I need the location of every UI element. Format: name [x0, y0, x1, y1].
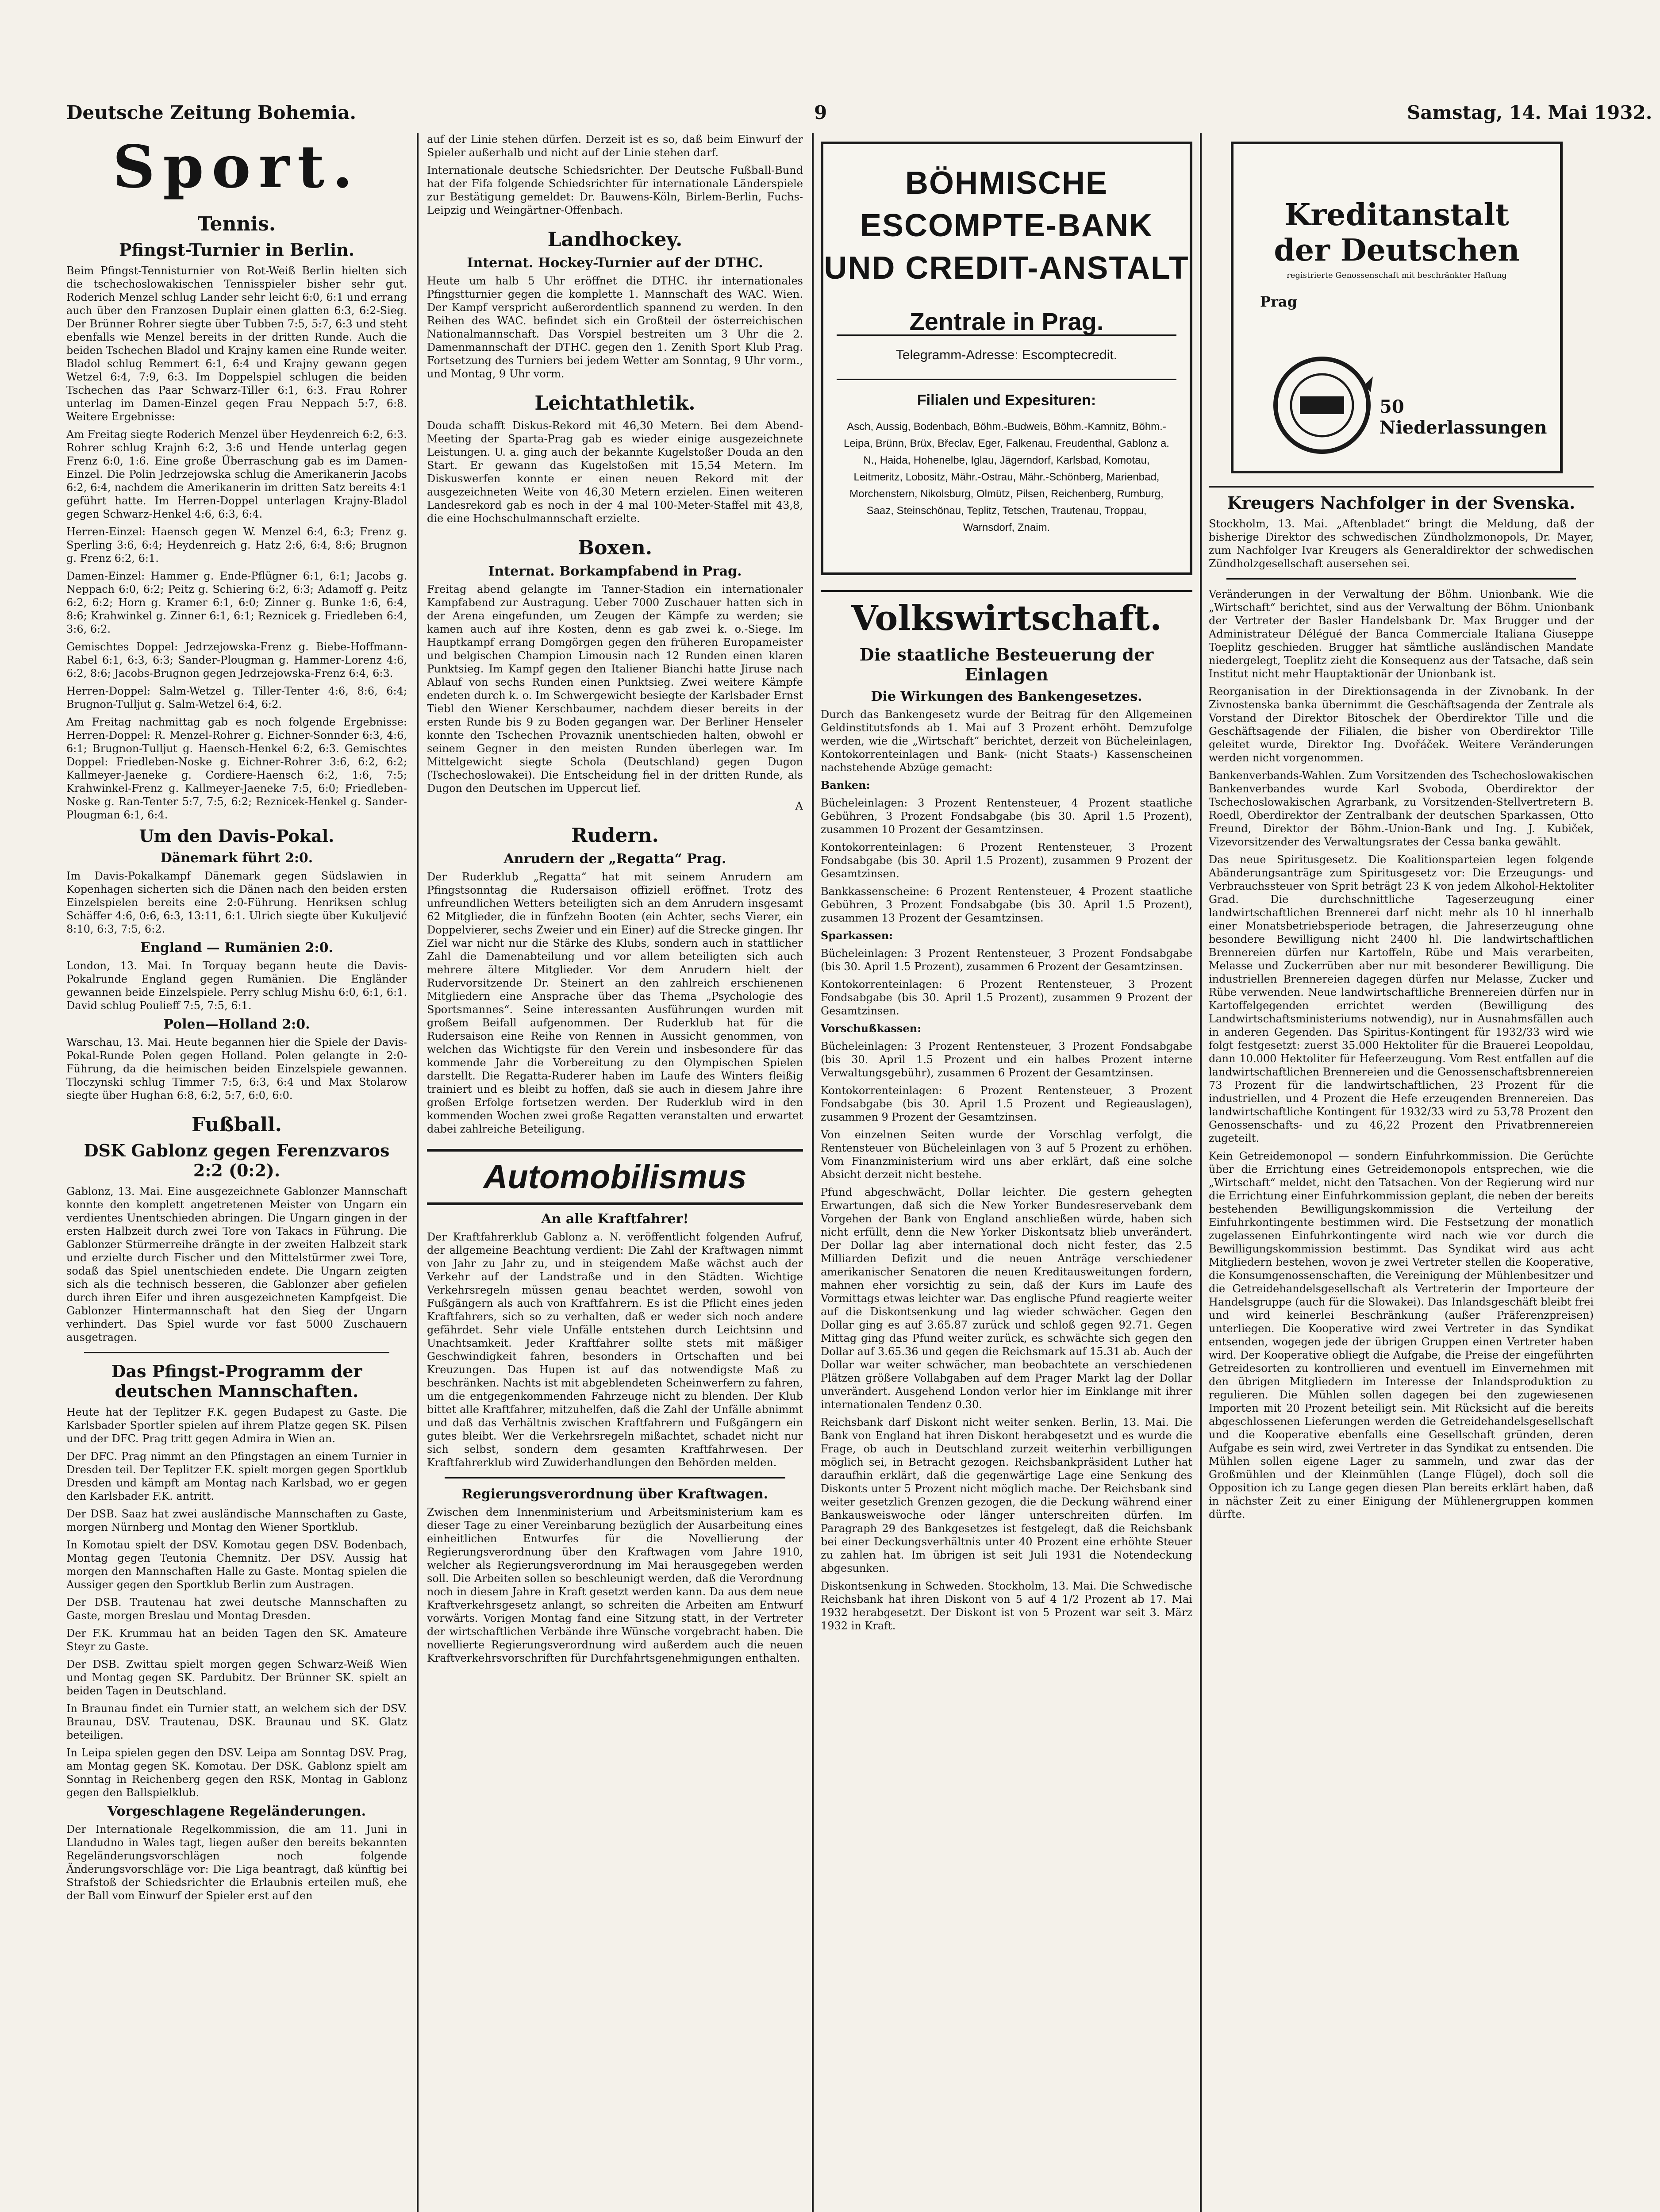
masthead-date: Samstag, 14. Mai 1932.: [1407, 102, 1652, 123]
article-paragraph: Kontokorrenteinlagen: 6 Prozent Rentensteuer, 3 Prozent Fondsabgabe (bis 30. April 1.5 Prozent und Regieauslagen), zusammen 9 Prozent der Gesamtzinsen.: [821, 1084, 1192, 1123]
article-paragraph: Reorganisation in der Direktionsagenda in der Zivnobank. In der Zivnostenska banka übernimmt die Geschäftsagenda der Zentrale als Vorstand der Direktor Bitoschek der Oberdirektor Tille und die Geschäftsagende der Filialen, die bisher von Oberdirektor Tille geleitet wurde, Direktor Ing. Dvořáček. Weitere Veränderungen werden nicht vorgenommen.: [1209, 685, 1594, 764]
kb-tagline: registrierte Genossenschaft mit beschränkter Haftung: [1287, 271, 1507, 280]
davis-heading: Um den Davis-Pokal.: [139, 826, 334, 846]
article-paragraph: Bücheleinlagen: 3 Prozent Rentensteuer, 3 Prozent Fondsabgabe (bis 30. April 1.5 Prozent und ein halbes Prozent interne Verwaltungsgebühr), zusammen 6 Prozent der Gesamtzinsen.: [821, 1040, 1192, 1079]
article-paragraph: Douda schafft Diskus-Rekord mit 46,30 Metern. Bei dem Abend-Meeting der Sparta-Prag gab es wieder einige ausgezeichnete Leistungen. U. a. ging auch der bekannte Kugelstoßer Douda an den Start. Er gewann das Kugelstoßen mit 15,54 Metern. Im Diskuswerfen konnte er einen neuen Rekord mit der ausgezeichneten Weite von 46,30 Metern erzielen. Einen weiteren Landesrekord gab es noch in der 4 mal 100-Meter-Staffel mit 43,8, die eine Hochschulmannschaft erzielte.: [427, 419, 803, 525]
boxen-heading: Boxen.: [577, 537, 653, 559]
divider: [445, 1477, 785, 1479]
article-paragraph: Diskontsenkung in Schweden. Stockholm, 13. Mai. Die Schwedische Reichsbank hat ihren Diskont von 5 auf 4 1/2 Prozent ab 17. Mai 1932 herabgesetzt. Der Diskont ist von 5 Prozent war seit 3. März 1932 in Kraft.: [821, 1580, 1192, 1632]
fussball-heading: Fußball.: [192, 1114, 282, 1136]
kb-title-line: der Deutschen: [1274, 233, 1520, 268]
column-wirtschaft-news: [1209, 133, 1594, 2212]
article-paragraph: Bücheleinlagen: 3 Prozent Rentensteuer, 3 Prozent Fondsabgabe (bis 30. April 1.5 Prozent), zusammen 6 Prozent der Gesamtzinsen.: [821, 947, 1192, 973]
article-paragraph: Der Ruderklub „Regatta“ hat mit seinem Anrudern am Pfingstsonntag die Rudersaison offiziell eröffnet. Trotz des unfreundlichen Wetters beteiligten sich an dem Anrudern insgesamt 62 Mitglieder, die in fünfzehn Booten (ein Achter, sechs Vierer, ein Doppelvierer, sechs Zweier und ein Einer) auf die Strecke gingen. Ihr Ziel war nicht nur die Stärke des Klubs, sondern auch in stattlicher Zahl die Damenabteilung und vor allem beteiligten sich auch mehrere ältere Mitglieder. Vor dem Anrudern hielt der Rudervorsitzende Dr. Steinert an den zahlreich erschienenen Mitgliedern eine Ansprache über das Thema „Psychologie des Sportsmannes“. Seine interessanten Ausführungen wurden mit großem Beifall aufgenommen. Der Ruderklub hat für die Rudersaison eine Reihe von Rennen in Aussicht genommen, von welchen das Wichtigste für den Verein und insbesondere für das kommende Jahr die Vorbereitung zu den Olympischen Spielen darstellt. Die Regatta-Ruderer haben im Laufe des Winters fleißig trainiert und es bleibt zu hoffen, daß sie auch in diesem Jahre ihre großen Erfolge fortsetzen werden. Der Ruderklub wird in den kommenden Wochen zwei große Regatten veranstalten und erwartet dabei zahlreiche Beteiligung.: [427, 871, 803, 1135]
article-paragraph: Durch das Bankengesetz wurde der Beitrag für den Allgemeinen Geldinstitutsfonds ab 1. Mai auf 3 Prozent erhöht. Demzufolge werden, wie die „Wirtschaft“ berichtet, derzeit von Bücheleinlagen, Kontokorrenteinlagen und Bank- (nicht Staats-) Kassenscheinen nachstehende Abzüge gemacht:: [821, 708, 1192, 774]
boxen-subheading: Internat. Borkampfabend in Prag.: [488, 564, 742, 579]
kb-ad-wrap: [1209, 133, 1594, 482]
article-paragraph: Reichsbank darf Diskont nicht weiter senken. Berlin, 13. Mai. Die Bank von England hat ihren Diskont herabgesetzt und es wurde die Frage, ob auch in Deutschland zurzeit weiterhin verbilligungen möglich sei, in Betracht gezogen. Reichsbankpräsident Luther hat daraufhin erklärt, daß die gegenwärtige Lage eine Senkung des Diskonts unter 5 Prozent nicht möglich mache. Der Reichsbank sind weiter gesetzlich Grenzen gezogen, die die Deckung während einer Bankausweiswoche oder länger unterschreiten dürfen. Im Paragraph 29 des Bankgesetzes ist festgelegt, daß die Reichsbank bei einer Deckungsverhältnis unter 40 Prozent eine erhöhte Steuer zu zahlen hat. Im übrigen ist seit Juli 1931 die Notendeckung abgesunken.: [821, 1416, 1192, 1575]
bank-ad-wrap: [821, 133, 1192, 580]
bank-advertisement: [821, 142, 1192, 575]
article-paragraph: Kontokorrenteinlagen: 6 Prozent Rentensteuer, 3 Prozent Fondsabgabe (bis 30. April 1.5 Prozent), zusammen 9 Prozent der Gesamtzinsen.: [821, 841, 1192, 880]
article-paragraph: Heute hat der Teplitzer F.K. gegen Budapest zu Gaste. Die Karlsbader Sportler spielen auf ihrem Platze gegen SK. Pilsen und der DFC. Prag tritt gegen Admira in Wien an.: [66, 1406, 407, 1445]
column-rule: [417, 133, 419, 2212]
article-paragraph: Stockholm, 13. Mai. „Aftenbladet“ bringt die Meldung, daß der bisherige Direktor des schwedischen Zündholzmonopols, Dr. Mayer, zum Nachfolger Ivar Kreugers als Generaldirektor der schwedischen Zündholzgesellschaft ausersehen sei.: [1209, 518, 1594, 570]
ad-title-line: BÖHMISCHE ESCOMPTE-BANK: [860, 165, 1153, 243]
ad-telegram: Telegramm-Adresse: Escomptecredit.: [895, 348, 1118, 362]
ad-center: Zentrale in Prag.: [909, 307, 1104, 335]
article-paragraph: auf der Linie stehen dürfen. Derzeit ist es so, daß beim Einwurf der Spieler außerhalb und nicht auf der Linie stehen darf.: [427, 133, 803, 159]
article-paragraph: Der DFC. Prag nimmt an den Pfingstagen an einem Turnier in Dresden teil. Der Teplitzer F.K. spielt morgen gegen Sportklub Dresden und kämpft am Montag nach Karlsbad, wo er gegen den Karlsbader F.K. antritt.: [66, 1450, 407, 1502]
article-paragraph: Bücheleinlagen: 3 Prozent Rentensteuer, 4 Prozent staatliche Gebühren, 3 Prozent Fondsabgabe (bis 30. April 1.5 Prozent), zusammen 10 Prozent der Gesamtzinsen.: [821, 797, 1192, 836]
category-label: Banken:: [821, 779, 870, 791]
article-paragraph: Bankkassenscheine: 6 Prozent Rentensteuer, 4 Prozent staatliche Gebühren, 3 Prozent Fondsabgabe (bis 30. April 1.5 Prozent), zusammen 13 Prozent der Gesamtzinsen.: [821, 885, 1192, 924]
column-volkswirtschaft: [821, 133, 1192, 2212]
einlagen-subsubheading: Die Wirkungen des Bankengesetzes.: [871, 689, 1142, 704]
article-paragraph: Veränderungen in der Verwaltung der Böhm. Unionbank. Wie die „Wirtschaft“ berichtet, sind aus der Verwaltung der Böhm. Unionbank der Vertreter der Basler Handelsbank Dr. Max Brugger und der Administrateur Délégué der Banca Commerciale Italiana Giuseppe Toeplitz geschieden. Brugger hat sämtliche ausländischen Mandate niedergelegt, Toeplitz zieht die Konsequenz aus der Tatsache, daß sein Institut nicht mehr Hauptaktionär der Unionbank ist.: [1209, 588, 1594, 680]
article-paragraph: Heute um halb 5 Uhr eröffnet die DTHC. ihr internationales Pfingstturnier gegen die komplette 1. Mannschaft des WAC. Wien. Der Kampf verspricht außerordentlich spannend zu werden. In den Reihen des WAC. befindet sich ein Großteil der österreichischen Nationalmannschaft. Das Vorspiel bestreiten um 3 Uhr die 2. Damenmannschaft der DTHC. gegen den 1. Zenith Sport Klub Prag. Fortsetzung des Turniers bei jedem Wetter am Sonntag, 9 Uhr vorm., und Montag, 9 Uhr vorm.: [427, 275, 803, 380]
article-paragraph: Der DSB. Saaz hat zwei ausländische Mannschaften zu Gaste, morgen Nürnberg und Montag den Wiener Sportklub.: [66, 1508, 407, 1533]
davis-subheading: England — Rumänien 2:0.: [140, 940, 333, 956]
einlagen-subheading: Die staatliche Besteuerung der Einlagen: [859, 645, 1154, 684]
kraftfahrer-subheading: An alle Kraftfahrer!: [541, 1211, 689, 1227]
divider: [837, 334, 1176, 336]
article-paragraph: Von einzelnen Seiten wurde der Vorschlag verfolgt, die Rentensteuer von Bücheleinlagen von 3 auf 5 Prozent zu erhöhen. Vom Finanzministerium wird uns aber erklärt, daß eine solche Absicht derzeit nicht bestehe.: [821, 1129, 1192, 1181]
article-paragraph: Gablonz, 13. Mai. Eine ausgezeichnete Gablonzer Mannschaft konnte den komplett angetretenen Meister von Ungarn ein verdientes Unentschieden abringen. Die Ungarn gingen in der ersten Halbzeit durch zwei Tore von Takacs in Führung. Die Gablonzer Stürmerreihe drängte in der zweiten Halbzeit stark und erzielte durch Fischer und den Mittelstürmer zwei Tore, sodaß das Spiel unentschieden endete. Die Ungarn zeigten sich als die technisch besseren, die Gablonzer aber gefielen durch ihren Eifer und ihren ausgezeichneten Kampfgeist. Die Gablonzer Hintermannschaft hat den Sieg der Ungarn verhindert. Das Spiel wurde vor fast 5000 Zuschauern ausgetragen.: [66, 1185, 407, 1344]
rudern-heading: Rudern.: [571, 824, 659, 847]
landhockey-heading: Landhockey.: [547, 228, 683, 251]
article-paragraph: Damen-Einzel: Hammer g. Ende-Pflügner 6:1, 6:1; Jacobs g. Neppach 6:0, 6:2; Peitz g. Schiering 6:2, 6:3; Adamoff g. Peitz 6:2, 6:2; Horn g. Kramer 6:1, 6:0; Zinner g. Bunke 1:6, 6:4, 8:6; Krahwinkel g. Zinner 6:1, 6:1; Reznicek g. Friedleben 6:4, 3:6, 6:2.: [66, 570, 407, 635]
article-paragraph: Der DSB. Trautenau hat zwei deutsche Mannschaften zu Gaste, morgen Breslau und Montag Dresden.: [66, 1596, 407, 1622]
ad-filialen-list: Asch, Aussig, Bodenbach, Böhm.-Budweis, Böhm.-Kamnitz, Böhm.-Leipa, Brünn, Brüx, Břeclav, Eger, Falkenau, Freudenthal, Gablonz a. N., Haida, Hohenelbe, Iglau, Jägerndorf, Karlsbad, Komotau, Leitmeritz, Lobositz, Mähr.-Ostrau, Mähr.-Schönberg, Marienbad, Morchenstern, Nikolsburg, Olmütz, Pilsen, Reichenberg, Rumburg, Saaz, Steinschönau, Teplitz, Tetschen, Trautenau, Troppau, Warnsdorf, Znaim.: [844, 421, 1169, 534]
article-paragraph: Herren-Einzel: Haensch gegen W. Menzel 6:4, 6:3; Frenz g. Sperling 3:6, 6:4; Heydenreich g. Hatz 2:6, 6:4, 8:6; Brugnon g. Frenz 6:2, 6:1.: [66, 526, 407, 565]
landhockey-subheading: Internat. Hockey-Turnier auf der DTHC.: [467, 255, 763, 271]
article-paragraph: Am Freitag nachmittag gab es noch folgende Ergebnisse: Herren-Doppel: R. Menzel-Rohrer g. Eichner-Sonnder 6:3, 4:6, 6:1; Brugnon-Tulljut g. Haensch-Henkel 6:2, 6:3. Gemischtes Doppel: Friedleben-Noske g. Eichner-Rohrer 3:6, 6:2, 6:2; Kallmeyer-Jaeneke g. Cordiere-Haensch 6:2, 1:6, 7:5; Krahwinkel-Frenz g. Kallmeyer-Jaeneke 7:5, 6:0; Friedleben-Noske g. Ran-Tenter 5:7, 7:5, 6:2; Reznicek-Henkel g. Sander-Plougman 6:1, 6:4.: [66, 716, 407, 821]
article-paragraph: London, 13. Mai. In Torquay begann heute die Davis-Pokalrunde England gegen Rumänien. Die Engländer gewannen beide Einzelspiele. Perry schlug Mishu 6:0, 6:1, 6:1. David schlug Poulieff 7:5, 7:5, 6:1.: [66, 960, 407, 1012]
kreuger-subheading: Kreugers Nachfolger in der Svenska.: [1209, 486, 1594, 513]
kb-place: Prag: [1260, 293, 1298, 310]
column-rule: [1200, 133, 1202, 2212]
regierung-subheading: Regierungsverordnung über Kraftwagen.: [461, 1486, 769, 1502]
article-paragraph: Der DSB. Zwittau spielt morgen gegen Schwarz-Weiß Wien und Montag gegen SK. Pardubitz. Der Brünner SK. spielt an beiden Tagen in Deutschland.: [66, 1658, 407, 1697]
article-paragraph: Freitag abend gelangte im Tanner-Stadion ein internationaler Kampfabend zur Austragung. Ueber 7000 Zuschauer hatten sich in der Arena eingefunden, um Zeugen der Kämpfe zu werden; sie kamen auch auf ihre Kosten, denn es gab zwei k. o.-Siege. Im Hauptkampf errang Domgörgen gegen den früheren Europameister und belgischen Champion Limousin nach 12 Runden einen klaren Punktsieg. Im Kampf gegen den Italiener Bianchi hatte Jiruse nach Ablauf von sechs Runden einen Punktsieg. Zwei weitere Kämpfe endeten durch k. o. Im Schwergewicht besiegte der Karlsbader Ernst Tiebl den Wiener Kerschbaumer, nachdem dieser bereits in der ersten Runde bis 9 zu Boden gegangen war. Der Berliner Henseler konnte den Tschechen Provaznik unentschieden halten, obwohl er seinem Gegner in den meisten Runden überlegen war. Im Mittelgewicht siegte Schola (Deutschland) gegen Dugon (Tschechoslowakei). Die Entscheidung fiel in der dritten Runde, als Dugon den Deutschen im Uppercut lief.: [427, 583, 803, 795]
article-paragraph: Kein Getreidemonopol — sondern Einfuhrkommission. Die Gerüchte über die Errichtung eines Getreidemonopols entsprechen, wie die „Wirtschaft“ meldet, nicht den Tatsachen. Von der Regierung wird nur die Errichtung einer Einfuhrkommission geplant, die neben der bereits bestehenden Bewilligungskommission die Verteilung der Einfuhrkontingente bestimmen wird. Die Festsetzung der monatlich zugelassenen Einfuhrkontingente wird nach wie vor durch die Bewilligungskommission bestimmt. Das Syndikat wird aus acht Mitgliedern bestehen, wovon je zwei Vertreter stellen die Kooperative, die Konsumgenossenschaften, die Vereinigung der Mühlenbesitzer und die Getreidehandelsgesellschaft als Vertreterin der Importeure der Handelsgruppe (auch für die Slowakei). Das Inlandsgeschäft bleibt frei und wird keinerlei Beschränkung (außer Präferenzpreisen) unterliegen. Die Kooperative wird zwei Vertreter in das Syndikat entsenden, wogegen jede der übrigen Gruppen einen Vertreter haben wird. Der Kooperative obliegt die Aufgabe, die Preise der eingeführten Getreidesorten zu kontrollieren und eventuell im Einvernehmen mit den übrigen Mitgliedern im Interesse der Inlandsproduktion zu regulieren. Die Mühlen sollen dagegen bei den zugewiesenen Importen mit 20 Prozent beteiligt sein. Mit Rücksicht auf die bereits abgeschlossenen Lieferungen werden die Getreidehandelsgesellschaft und die Kooperative ebenfalls eine Gesellschaft gründen, deren Aufgabe es sein wird, zwei Vertreter in das Syndikat zu entsenden. Die Mühlen sollen eigene Lager zu sammeln, und zwar das der Großmühlen und der Kleinmühlen (Lange Flügel), doch soll die Opposition ich zu Lange gegen diesen Plan bereits erklärt haben, daß in nächster Zeit zu einer Einigung der Mühlenergruppen kommen dürfte.: [1209, 1150, 1594, 1521]
article-paragraph: Das neue Spiritusgesetz. Die Koalitionsparteien legen folgende Abänderungsanträge zum Spiritusgesetz vor: Die Erzeugungs- und Verbrauchssteuer von Sprit beträgt 23 K von jedem Alkohol-Hektoliter Grad. Die durchschnittliche Tageserzeugung einer landwirtschaftlichen Brennerei darf nicht mehr als 10 hl innerhalb einer Monatsbetriebsperiode betragen, die Jahreserzeugung ohne besondere Bewilligung nicht 2400 hl. Die landwirtschaftlichen Brennereien dürfen nur Kartoffeln, Rübe und Mais verarbeiten, Melasse und Zuckerrüben aber nur mit besonderer Bewilligung. Die industriellen Brennereien dagegen dürfen nur Melasse, Zucker und Rübe verwenden. Neue landwirtschaftliche Brennereien dürfen nur in Kartoffelgegenden errichtet werden (Bewilligung des Landwirtschaftsministeriums notwendig), nur in Ausnahmsfällen auch in anderen Gegenden. Das Spiritus-Kontingent für 1932/33 wird wie folgt festgesetzt: zuerst 35.000 Hektoliter für die Brauerei Leopoldau, dann 10.000 Hektoliter für Hefeerzeugung. Vom Rest entfallen auf die landwirtschaftlichen Brennereien und die Genossenschaftsbrennereien 73 Prozent für die landwirtschaftlichen, 23 Prozent für die industriellen, und 4 Prozent die Hefe erzeugenden Brennereien. Das landwirtschaftliche Kontingent für 1932/33 wird zu 53,78 Prozent den Genossenschafts- und zu 46,22 Prozent den Privatbrennereien zugeteilt.: [1209, 853, 1594, 1144]
section-heading-sport: Sport.: [112, 133, 361, 201]
ad-filialen-heading: Filialen und Expesituren:: [917, 392, 1096, 409]
fussball-subheading: DSK Gablonz gegen Ferenzvaros 2:2 (0:2).: [84, 1141, 390, 1180]
tennis-subheading: Pfingst-Turnier in Berlin.: [119, 240, 355, 260]
kreditanstalt-advertisement: [1231, 142, 1563, 473]
kb-title-line: Kreditanstalt: [1284, 197, 1509, 233]
ad-title-line: UND CREDIT-ANSTALT: [824, 250, 1189, 286]
article-paragraph: Kontokorrenteinlagen: 6 Prozent Rentensteuer, 3 Prozent Fondsabgabe (bis 30. April 1.5 Prozent), zusammen 9 Prozent der Gesamtzinsen.: [821, 978, 1192, 1017]
article-paragraph: Der F.K. Krummau hat an beiden Tagen den SK. Amateure Steyr zu Gaste.: [66, 1627, 407, 1653]
article-paragraph: Beim Pfingst-Tennisturnier von Rot-Weiß Berlin hielten sich die tschechoslowakischen Tennisspieler bisher sehr gut. Roderich Menzel schlug Lander sehr leicht 6:0, 6:1 und errang auch über den Franzosen Duplair einen glatten 6:3, 6:2-Sieg. Der Brünner Rohrer siegte über Tubben 7:5, 5:7, 6:3 und steht ebenfalls wie Menzel bereits in der dritten Runde. Auch die beiden Tschechen Bladol und Krajny kamen eine Runde weiter. Bladol schlug Remmert 6:1, 6:4 und Krajny gewann gegen Wetzel 6:4, 7:9, 6:3. Im Doppelspiel schlugen die beiden Tschechen das Paar Schwarz-Tiller 6:1, 6:3. Frau Rohrer unterlag im Damen-Einzel gegen Frau Neppach 5:7, 6:8. Weitere Ergebnisse:: [66, 265, 407, 423]
kreditanstalt-logo-icon: [1269, 352, 1375, 458]
column-sport: [66, 133, 407, 2212]
divider: [84, 1352, 389, 1353]
divider: [1226, 578, 1576, 580]
kb-title: [1233, 197, 1560, 268]
tennis-heading: Tennis.: [197, 213, 276, 235]
masthead-paper-name: Deutsche Zeitung Bohemia.: [66, 102, 356, 123]
article-paragraph: In Leipa spielen gegen den DSV. Leipa am Sonntag DSV. Prag, am Montag gegen SK. Komotau. Der DSK. Gablonz spielt am Sonntag in Reichenberg gegen den RSK, Montag in Gablonz gegen den Ballspielklub.: [66, 1747, 407, 1799]
article-paragraph: Pfund abgeschwächt, Dollar leichter. Die gestern gehegten Erwartungen, daß sich die New Yorker Bundesreservebank dem Vorgehen der Bank von England anschließen würde, haben sich nicht erfüllt, denn die New Yorker Diskontsatz blieb unverändert. Der Dollar lag aber international doch nicht fester, das 2.5 Milliarden Defizit und die neuen Anträge verschiedener amerikanischer Senatoren die neuen Kreditausweitungen fordern, mahnen eher vorsichtig zu sein, daß der Kurs im Laufe des Vormittags etwas leichter war. Das englische Pfund reagierte weiter auf die Diskontsenkung und lag wieder schwächer. Gegen den Dollar ging es auf 3.65.87 zurück und schloß gegen 92.71. Gegen Mittag ging das Pfund weiter zurück, es schwächte sich gegen den Dollar auf 3.65.36 und gegen die Reichsmark auf 15.31 ab. Auch der Dollar war weiter schwächer, man beobachtete an verschiedenen Plätzen größere Vollabgaben auf dem Prager Markt lag der Dollar unverändert. Ausgehend London verlor hier im Einklange mit ihrer internationalen Tendenz 0.30.: [821, 1186, 1192, 1411]
pfingst-heading: Das Pfingst-Programm der deutschen Mannschaften.: [111, 1361, 362, 1401]
regel-heading: Vorgeschlagene Regeländerungen.: [107, 1804, 366, 1819]
author-sign: A: [795, 800, 803, 812]
category-label: Sparkassen:: [821, 929, 893, 942]
davis-subheading: Dänemark führt 2:0.: [160, 850, 313, 866]
article-paragraph: Bankenverbands-Wahlen. Zum Vorsitzenden des Tschechoslowakischen Bankenverbandes wurde Karl Svoboda, Oberdirektor der Tschechoslowakischen Agrarbank, zu Vorsitzenden-Stellvertretern B. Roedl, Oberdirektor der Zentralbank der deutschen Sparkassen, Otto Freund, Direktor der Böhm.-Union-Bank und Ing. J. Kubiček, Vizevorsitzender des Verwaltungsrates der Cessa banka gewählt.: [1209, 769, 1594, 848]
ad-title: [823, 162, 1190, 289]
automobilismus-heading: Automobilismus: [427, 1149, 803, 1205]
leichtathletik-heading: Leichtathletik.: [534, 392, 696, 415]
article-paragraph: Zwischen dem Innenministerium und Arbeitsministerium kam es dieser Tage zu einer Vereinbarung bezüglich der Ausarbeitung eines einheitlichen Entwurfes für die Novellierung der Regierungsverordnung über den Kraftwagen vom Jahre 1910, welcher als Regierungsverordnung im Mai herausgegeben werden soll. Die Arbeiten sollen so beschleunigt werden, daß die Verordnung noch in diesem Jahre in Kraft gesetzt werden kann. Da aus dem neue Kraftverkehrsgesetz anlangt, so schreiten die Arbeiten am Entwurf vorwärts. Vorigen Montag fand eine Sitzung statt, in der Vertreter der wirtschaftlichen Verbände ihre Wünsche vorgebracht haben. Die novellierte Regierungsverordnung wird außerdem auch die neuen Kraftverkehrsvorschriften für Durchfahrtsgenehmigungen enthalten.: [427, 1506, 803, 1664]
article-paragraph: Herren-Doppel: Salm-Wetzel g. Tiller-Tenter 4:6, 8:6, 6:4; Brugnon-Tulljut g. Salm-Wetzel 6:4, 6:2.: [66, 685, 407, 710]
article-paragraph: Gemischtes Doppel: Jedrzejowska-Frenz g. Biebe-Hoffmann-Rabel 6:1, 6:3, 6:3; Sander-Plougman g. Hammer-Lorenz 4:6, 6:2, 8:6; Jacobs-Brugnon gegen Jedrzejowska-Frenz 6:4, 6:3.: [66, 641, 407, 680]
category-label: Vorschußkassen:: [821, 1022, 922, 1035]
article-paragraph: Der Kraftfahrerklub Gablonz a. N. veröffentlicht folgenden Aufruf, der allgemeine Beachtung verdient: Die Zahl der Kraftwagen nimmt von Jahr zu Jahr zu, und in steigendem Maße wächst auch der Verkehr auf der Landstraße und in den Städten. Wichtige Verkehrsregeln müssen genau beachtet werden, sowohl von Fußgängern als auch von Kraftfahrern. Es ist die Pflicht eines jeden Kraftfahrers, sich so zu verhalten, daß er weder sich noch andere gefährdet. Sehr viele Unfälle entstehen durch Leichtsinn und Unachtsamkeit. Jeder Kraftfahrer sollte stets mit mäßiger Geschwindigkeit fahren, besonders in Ortschaften und bei Kreuzungen. Das Hupen ist auf das notwendigste Maß zu beschränken. Nachts ist mit abgeblendeten Scheinwerfern zu fahren, um die entgegenkommenden Fahrzeuge nicht zu blenden. Der Klub bittet alle Kraftfahrer, mitzuhelfen, daß die Zahl der Unfälle abnimmt und daß das Verhältnis zwischen Kraftfahrern und Fußgängern ein gutes bleibt. Wer die Verkehrsregeln mißachtet, schadet nicht nur sich selbst, sondern dem gesamten Kraftfahrwesen. Der Kraftfahrerklub wird Zuwiderhandlungen den Behörden melden.: [427, 1231, 803, 1469]
article-paragraph: In Braunau findet ein Turnier statt, an welchem sich der DSV. Braunau, DSV. Trautenau, DSK. Braunau und SK. Glatz beteiligen.: [66, 1702, 407, 1741]
column-rule: [812, 133, 814, 2212]
volkswirtschaft-heading: Volkswirtschaft.: [821, 590, 1192, 638]
column-sport-continued: [427, 133, 803, 2212]
divider: [837, 379, 1176, 380]
masthead-page-number: 9: [814, 102, 827, 123]
davis-subheading: Polen—Holland 2:0.: [163, 1017, 310, 1032]
article-paragraph: Warschau, 13. Mai. Heute begannen hier die Spiele der Davis-Pokal-Runde Polen gegen Holland. Polen gelangte in 2:0-Führung, da die heimischen beiden Einzelspiele gewannen. Tloczynski schlug Timmer 7:5, 6:3, 6:4 und Max Stolarow siegte über Hughan 6:8, 6:2, 5:7, 6:0, 6:0.: [66, 1036, 407, 1102]
kb-branches: 50 Niederlassungen: [1379, 396, 1547, 438]
rudern-subheading: Anrudern der „Regatta“ Prag.: [503, 851, 726, 867]
article-paragraph: Am Freitag siegte Roderich Menzel über Heydenreich 6:2, 6:3. Rohrer schlug Krajnh 6:2, 3:6 und Hende unterlag gegen Frenz 6:0, 1:6. Eine große Überraschung gab es im Damen-Einzel. Die Polin Jedrzejowska schlug die Amerikanerin Jacobs 6:2, 6:4, nachdem die Amerikanerin im dritten Satz bereits 4:1 geführt hatte. Im Herren-Doppel unterlagen Krajny-Bladol gegen Schwarz-Henkel 4:6, 6:3, 6:4.: [66, 428, 407, 520]
article-paragraph: Internationale deutsche Schiedsrichter. Der Deutsche Fußball-Bund hat der Fifa folgende Schiedsrichter für internationale Länderspiele zur Bestätigung gemeldet: Dr. Bauwens-Köln, Birlem-Berlin, Fuchs-Leipzig und Weingärtner-Offenbach.: [427, 164, 803, 216]
article-paragraph: Im Davis-Pokalkampf Dänemark gegen Südslawien in Kopenhagen sicherten sich die Dänen nach den beiden ersten Einzelspielen bereits eine 2:0-Führung. Henriksen schlug Schäffer 4:6, 0:6, 6:3, 13:11, 6:1. Ulrich siegte über Kukuljević 8:10, 6:3, 7:5, 6:2.: [66, 870, 407, 935]
article-paragraph: Der Internationale Regelkommission, die am 11. Juni in Llandudno in Wales tagt, liegen außer den bereits bekannten Regeländerungsvorschlägen noch folgende Änderungsvorschläge vor: Die Liga beantragt, daß künftig bei Strafstoß der Schiedsrichter die Erlaubnis erteilen muß, ehe der Ball vom Einwurf der Spieler erst auf den: [66, 1823, 407, 1902]
article-paragraph: In Komotau spielt der DSV. Komotau gegen DSV. Bodenbach, Montag gegen Teutonia Chemnitz. Der DSV. Aussig hat morgen den Mannschaften Halle zu Gaste. Montag spielen die Aussiger gegen den Sportklub Berlin zum Austragen.: [66, 1539, 407, 1591]
